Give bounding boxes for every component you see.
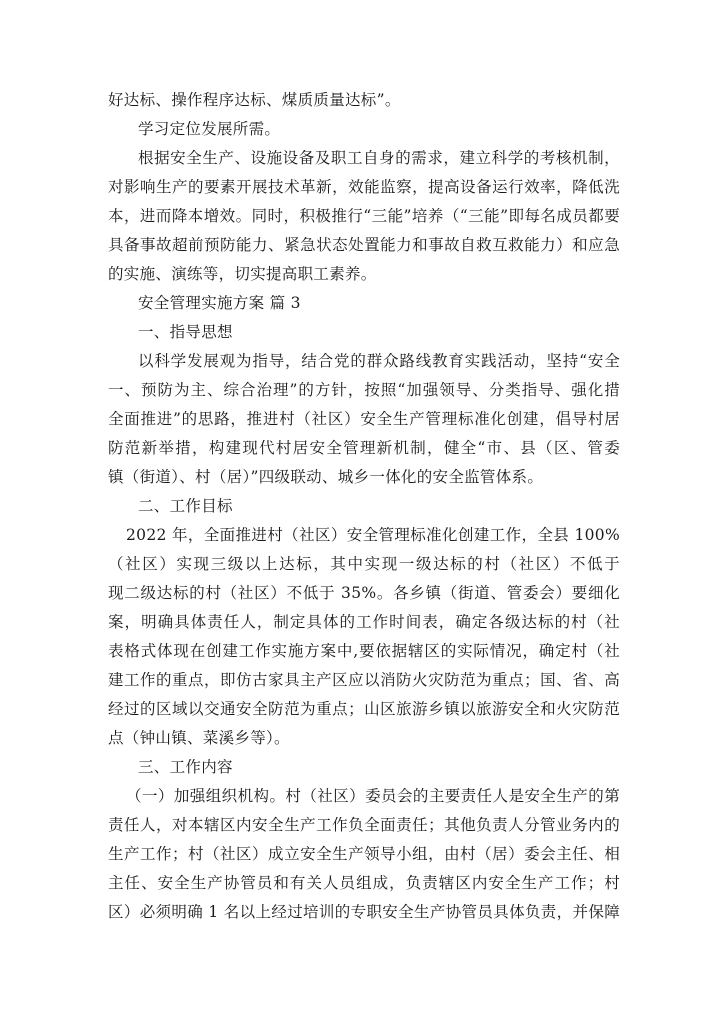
text-line: 一、指导思想 — [138, 323, 233, 341]
text-line: 二、工作目标 — [138, 497, 233, 515]
text-line: 主任、安全生产协管员和有关人员组成，负责辖区内安全生产工作；村 — [108, 874, 620, 892]
text-line: 生产工作；村（社区）成立安全生产领导小组，由村（居）委会主任、相 — [108, 845, 620, 863]
text-line: 防范新举措，构建现代村居安全管理新机制，健全“市、县（区、管委 — [108, 439, 620, 457]
text-line: 的实施、演练等，切实提高职工素养。 — [108, 265, 377, 283]
paragraph-guiding-ideology — [108, 347, 620, 492]
text-line: 本，进而降本增效。同时，积极推行“三能”培养（“三能”即每名成员都要 — [108, 207, 620, 225]
paragraph-learning-position — [108, 115, 620, 144]
section-title — [108, 289, 620, 318]
text-line: 镇（街道）、村（居）”四级联动、城乡一体化的安全监管体系。 — [108, 468, 544, 486]
heading-guiding-ideology — [108, 318, 620, 347]
text-line: 三、工作内容 — [138, 758, 233, 776]
text-line: 2022 年，全面推进村（社区）安全管理标准化创建工作，全县 100% — [126, 526, 620, 544]
paragraph-work-goals — [108, 521, 620, 753]
text-line: 表格式体现在创建工作实施方案中,要依据辖区的实际情况，确定村（社 — [108, 642, 620, 660]
paragraph-assessment-mechanism — [108, 144, 620, 289]
heading-work-goals — [108, 492, 620, 521]
text-line: 安全管理实施方案 篇 3 — [138, 294, 301, 312]
text-line: 区）必须明确 1 名以上经过培训的专职安全生产协管员具体负责，并保障 — [108, 903, 620, 921]
text-line: 对影响生产的要素开展技术革新，效能监察，提高设备运行效率，降低洗 — [108, 178, 620, 196]
text-line: 现二级达标的村（社区）不低于 35%。各乡镇（街道、管委会）要细化 — [108, 584, 620, 602]
text-line: （一）加强组织机构。村（社区）委员会的主要责任人是安全生产的第 — [126, 787, 620, 805]
text-line: 好达标、操作程序达标、煤质质量达标”。 — [108, 91, 401, 109]
text-line: 建工作的重点，即仿古家具主产区应以消防火灾防范为重点；国、省、高 — [108, 671, 620, 689]
text-line: 根据安全生产、设施设备及职工自身的需求，建立科学的考核机制， — [138, 149, 620, 167]
text-line: 具备事故超前预防能力、紧急状态处置能力和事故自救互救能力）和应急 — [108, 236, 620, 254]
text-line: 以科学发展观为指导，结合党的群众路线教育实践活动，坚持“安全 — [138, 352, 620, 370]
text-line: 经过的区域以交通安全防范为重点；山区旅游乡镇以旅游安全和火灾防范 — [108, 700, 620, 718]
paragraph-organization — [108, 782, 620, 927]
paragraph-rating-standards — [108, 86, 620, 115]
document-page — [108, 86, 620, 927]
heading-work-content — [108, 753, 620, 782]
text-line: 责任人，对本辖区内安全生产工作负全面责任；其他负责人分管业务内的 — [108, 816, 620, 834]
text-line: 一、预防为主、综合治理”的方针，按照“加强领导、分类指导、强化措 — [108, 381, 620, 399]
text-line: 全面推进”的思路，推进村（社区）安全生产管理标准化创建，倡导村居 — [108, 410, 620, 428]
text-line: 学习定位发展所需。 — [138, 120, 281, 138]
text-line: 案，明确具体责任人，制定具体的工作时间表，确定各级达标的村（社 — [108, 613, 620, 631]
text-line: 点（钟山镇、菜溪乡等）。 — [108, 729, 290, 747]
text-line: （社区）实现三级以上达标，其中实现一级达标的村（社区）不低于 — [108, 555, 620, 573]
